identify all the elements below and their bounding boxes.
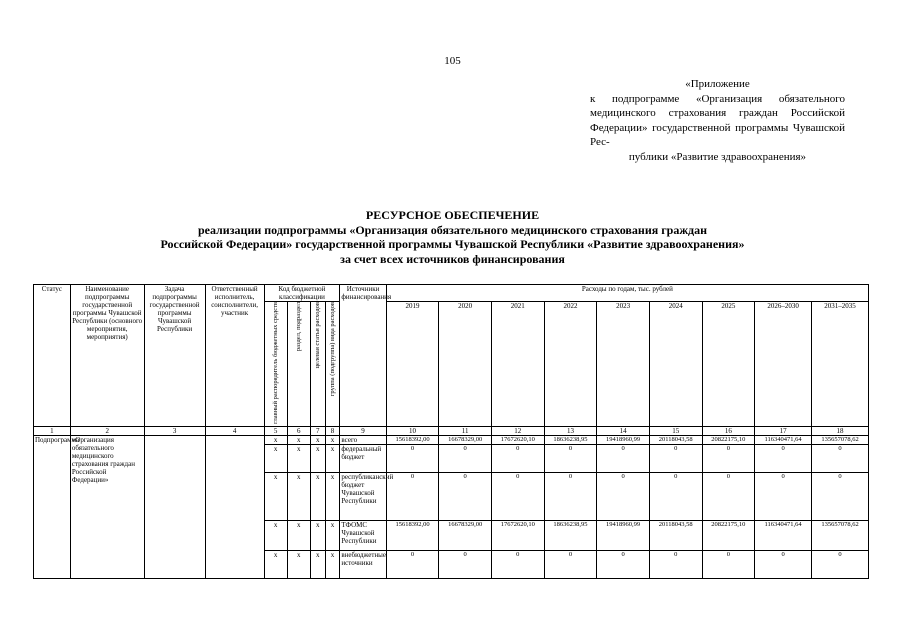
- value-cell: 16678329,00: [439, 435, 492, 444]
- column-number: 3: [144, 426, 205, 435]
- header-year: 2023: [597, 302, 650, 427]
- column-number: 9: [340, 426, 386, 435]
- value-cell: 17672620,10: [491, 520, 544, 550]
- header-name: Наименование подпрограммы государственной программы Чувашской Республики (основного мероприятия, мероприятия): [70, 285, 144, 427]
- header-responsible: Ответственный исполнитель, соисполнители, участник: [205, 285, 264, 427]
- value-cell: 116340471,64: [755, 435, 812, 444]
- header-bcc-sub: главный распорядитель бюджетных средств: [264, 302, 287, 427]
- code-cell: x: [325, 444, 340, 472]
- code-cell: x: [264, 550, 287, 578]
- title-line2: реализации подпрограммы «Организация обязательного медицинского страхования граждан: [197, 222, 708, 237]
- value-cell: 17672620,10: [491, 435, 544, 444]
- column-number: 7: [310, 426, 325, 435]
- code-cell: x: [325, 435, 340, 444]
- appendix-last: публики «Развитие здравоохранения»: [628, 150, 807, 163]
- value-cell: 0: [597, 550, 650, 578]
- title-line3: Российской Федерации» государственной программы Чувашской Республики «Развитие здравоохранения»: [160, 237, 745, 251]
- header-task: Задача подпрограммы государственной программы Чувашской Республики: [144, 285, 205, 427]
- value-cell: 0: [649, 472, 702, 520]
- column-number: 14: [597, 426, 650, 435]
- column-number: 4: [205, 426, 264, 435]
- source-cell: ТФОМС Чувашской Республики: [340, 520, 386, 550]
- source-cell: федеральный бюджет: [340, 444, 386, 472]
- value-cell: 0: [702, 444, 755, 472]
- header-year: 2024: [649, 302, 702, 427]
- source-cell: республиканский бюджет Чувашской Республики: [340, 472, 386, 520]
- code-cell: x: [287, 472, 310, 520]
- responsible-cell: [205, 435, 264, 578]
- value-cell: 20118043,58: [649, 520, 702, 550]
- column-number: 8: [325, 426, 340, 435]
- column-number: 18: [812, 426, 869, 435]
- header-bcc: Код бюджетной классификации: [264, 285, 340, 302]
- header-bcc-sub: раздел, подраздел: [287, 302, 310, 427]
- value-cell: 20118043,58: [649, 435, 702, 444]
- header-year: 2021: [491, 302, 544, 427]
- code-cell: x: [325, 520, 340, 550]
- appendix-note: [590, 77, 845, 164]
- value-cell: 18636238,95: [544, 520, 597, 550]
- value-cell: 0: [812, 550, 869, 578]
- task-cell: [144, 435, 205, 578]
- value-cell: 0: [386, 550, 439, 578]
- value-cell: 116340471,64: [755, 520, 812, 550]
- value-cell: 0: [755, 444, 812, 472]
- column-number: 13: [544, 426, 597, 435]
- value-cell: 20822175,10: [702, 520, 755, 550]
- value-cell: 135657078,62: [812, 435, 869, 444]
- code-cell: x: [310, 444, 325, 472]
- status-cell: Подпрограмма: [34, 435, 71, 578]
- code-cell: x: [264, 472, 287, 520]
- column-number: 6: [287, 426, 310, 435]
- code-cell: x: [325, 472, 340, 520]
- title-heading: РЕСУРСНОЕ ОБЕСПЕЧЕНИЕ: [365, 208, 540, 222]
- value-cell: 15618392,00: [386, 435, 439, 444]
- source-cell: всего: [340, 435, 386, 444]
- value-cell: 0: [544, 550, 597, 578]
- value-cell: 19418960,99: [597, 435, 650, 444]
- column-number: 16: [702, 426, 755, 435]
- code-cell: x: [287, 444, 310, 472]
- column-number: 10: [386, 426, 439, 435]
- header-year: 2026–2030: [755, 302, 812, 427]
- value-cell: 15618392,00: [386, 520, 439, 550]
- resource-table: [33, 284, 869, 579]
- header-bcc-sub: целевая статья расходов: [310, 302, 325, 427]
- title-line4: за счет всех источников финансирования: [340, 251, 565, 266]
- column-number: 2: [70, 426, 144, 435]
- value-cell: 0: [491, 550, 544, 578]
- column-number: 12: [491, 426, 544, 435]
- value-cell: 0: [439, 472, 492, 520]
- value-cell: 0: [649, 444, 702, 472]
- document-title: [0, 208, 905, 266]
- table-row: [34, 435, 869, 444]
- column-number: 1: [34, 426, 71, 435]
- code-cell: x: [325, 550, 340, 578]
- value-cell: 19418960,99: [597, 520, 650, 550]
- header-bcc-sub: группа (подгруппа) вида расходов: [325, 302, 340, 427]
- code-cell: x: [310, 435, 325, 444]
- value-cell: 18636238,95: [544, 435, 597, 444]
- value-cell: 0: [702, 550, 755, 578]
- value-cell: 0: [597, 472, 650, 520]
- column-numbers-row: [34, 426, 869, 435]
- code-cell: x: [264, 435, 287, 444]
- value-cell: 0: [386, 472, 439, 520]
- name-cell: «Организация обязательного медицинского страхования граждан Российской Федерации»: [70, 435, 144, 578]
- column-number: 15: [649, 426, 702, 435]
- value-cell: 20822175,10: [702, 435, 755, 444]
- header-year: 2019: [386, 302, 439, 427]
- value-cell: 0: [812, 472, 869, 520]
- header-year: 2022: [544, 302, 597, 427]
- value-cell: 135657078,62: [812, 520, 869, 550]
- column-number: 11: [439, 426, 492, 435]
- value-cell: 0: [755, 550, 812, 578]
- value-cell: 0: [439, 550, 492, 578]
- header-year: 2031–2035: [812, 302, 869, 427]
- source-cell: внебюджетные источники: [340, 550, 386, 578]
- value-cell: 0: [597, 444, 650, 472]
- code-cell: x: [287, 550, 310, 578]
- value-cell: 0: [439, 444, 492, 472]
- code-cell: x: [264, 444, 287, 472]
- code-cell: x: [287, 435, 310, 444]
- appendix-body: к подпрограмме «Организация обязательного медицинского страхования граждан Российской Федерации» государственной программы Чувашской Рес-: [590, 92, 845, 148]
- value-cell: 0: [649, 550, 702, 578]
- code-cell: x: [310, 472, 325, 520]
- column-number: 17: [755, 426, 812, 435]
- value-cell: 0: [702, 472, 755, 520]
- value-cell: 0: [812, 444, 869, 472]
- appendix-line1: «Приложение: [685, 78, 750, 90]
- code-cell: x: [264, 520, 287, 550]
- header-expenses: Расходы по годам, тыс. рублей: [386, 285, 868, 302]
- header-status: Статус: [34, 285, 71, 427]
- code-cell: x: [310, 520, 325, 550]
- page-number: 105: [444, 55, 461, 67]
- value-cell: 0: [755, 472, 812, 520]
- header-year: 2025: [702, 302, 755, 427]
- value-cell: 0: [386, 444, 439, 472]
- value-cell: 0: [491, 472, 544, 520]
- header-year: 2020: [439, 302, 492, 427]
- code-cell: x: [287, 520, 310, 550]
- value-cell: 0: [544, 444, 597, 472]
- value-cell: 0: [491, 444, 544, 472]
- column-number: 5: [264, 426, 287, 435]
- value-cell: 0: [544, 472, 597, 520]
- code-cell: x: [310, 550, 325, 578]
- header-sources: Источники финансирования: [340, 285, 386, 427]
- value-cell: 16678329,00: [439, 520, 492, 550]
